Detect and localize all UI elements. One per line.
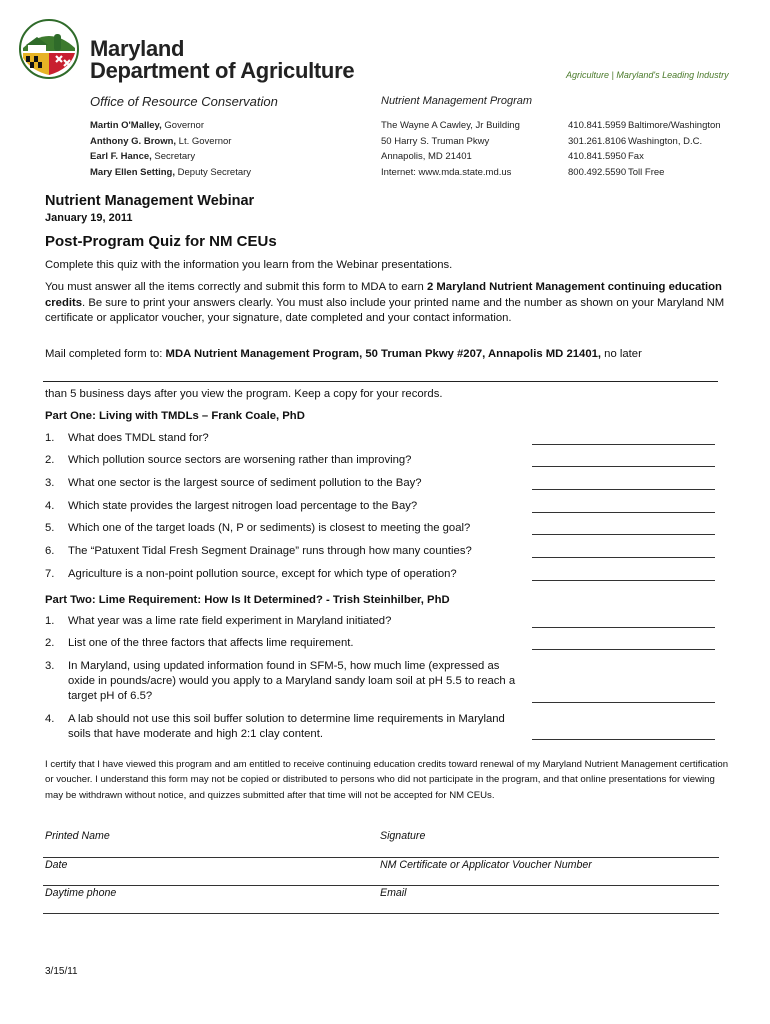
phone-number: 410.841.5950 — [568, 151, 627, 162]
mail-instructions: Mail completed form to: MDA Nutrient Management Program, 50 Truman Pkwy #207, Annapolis MD 21401, no later — [45, 348, 642, 360]
address-line: 50 Harry S. Truman Pkwy — [381, 135, 490, 147]
official-row: Earl F. Hance, Secretary — [90, 151, 196, 162]
answer-blank[interactable] — [532, 534, 715, 535]
address-block — [381, 118, 520, 180]
answer-blank[interactable] — [532, 466, 715, 467]
date-label: Date — [45, 859, 68, 871]
website-line: Internet: www.mda.state.md.us — [381, 166, 512, 178]
phone-number: 410.841.5959 — [568, 120, 627, 131]
answer-blank[interactable] — [532, 627, 715, 628]
question-item: 7. Agriculture is a non-point pollution source, except for which type of operation? — [45, 567, 725, 583]
org-name-line2: Department of Agriculture — [90, 58, 355, 83]
phone-number: 800.492.5590 — [568, 166, 627, 178]
question-item: 3. What one sector is the largest source of sediment pollution to the Bay? — [45, 476, 725, 492]
answer-blank[interactable] — [532, 702, 715, 703]
question-item: 2. Which pollution source sectors are worsening rather than improving? — [45, 453, 725, 469]
question-item: 5. Which one of the target loads (N, P or sediments) is closest to meeting the goal? — [45, 521, 725, 537]
phone-label: Washington, D.C. — [628, 135, 703, 147]
intro-text: Complete this quiz with the information you learn from the Webinar presentations. — [45, 259, 453, 271]
divider-line — [43, 381, 718, 382]
question-item: 6. The “Patuxent Tidal Fresh Segment Drainage” runs through how many counties? — [45, 544, 725, 560]
address-line: The Wayne A Cawley, Jr Building — [381, 120, 520, 131]
document-title: Nutrient Management Webinar — [45, 193, 255, 209]
answer-blank[interactable] — [532, 580, 715, 581]
question-item: 3. In Maryland, using updated information found in SFM-5, how much lime (expressed as oxide in pounds/acre) would you apply to a Maryland sandy loam soil at pH 5.5 to reach a target pH of 6.5? — [45, 659, 725, 705]
official-row: Mary Ellen Setting, Deputy Secretary — [90, 166, 252, 178]
question-item: 4. A lab should not use this soil buffer solution to determine lime requirements in Maryland soils that have moderate and high 2:1 clay content. — [45, 712, 725, 742]
officials-list — [90, 118, 251, 180]
phone-email-line[interactable] — [43, 913, 719, 914]
quiz-title: Post-Program Quiz for NM CEUs — [45, 233, 277, 250]
date-certificate-line[interactable] — [43, 885, 719, 886]
instructions: You must answer all the items correctly and submit this form to MDA to earn 2 Maryland Nutrient Management continuing education credits. Be sure to print your answers clearly. You must also include your printed name and the number as shown on your Maryland NM certificate or applicator voucher, your signature, date completed and your contact information. — [45, 281, 725, 324]
name-signature-line[interactable] — [43, 857, 719, 858]
part-one-heading: Part One: Living with TMDLs – Frank Coale, PhD — [45, 410, 305, 422]
question-item: 2. List one of the three factors that affects lime requirement. — [45, 636, 725, 652]
phone-label: Toll Free — [628, 166, 665, 178]
question-item: 1. What does TMDL stand for? — [45, 431, 725, 447]
revision-date: 3/15/11 — [45, 966, 78, 977]
official-row: Anthony G. Brown, Lt. Governor — [90, 135, 232, 147]
program-name: Nutrient Management Program — [381, 95, 533, 107]
answer-blank[interactable] — [532, 512, 715, 513]
email-label: Email — [380, 887, 407, 899]
mail-instructions-continued: than 5 business days after you view the program. Keep a copy for your records. — [45, 388, 443, 400]
part-two-heading: Part Two: Lime Requirement: How Is It Determined? - Trish Steinhilber, PhD — [45, 594, 450, 606]
answer-blank[interactable] — [532, 444, 715, 445]
signature-label: Signature — [380, 830, 426, 842]
question-item: 1. What year was a lime rate field experiment in Maryland initiated? — [45, 614, 725, 630]
phone-labels — [628, 118, 721, 180]
phone-number: 301.261.8106 — [568, 135, 627, 147]
official-row: Martin O'Malley, Governor — [90, 120, 205, 131]
office-name: Office of Resource Conservation — [90, 94, 278, 109]
certification-statement: I certify that I have viewed this program and am entitled to receive continuing education credits toward renewal of my Maryland Nutrient Management certification or voucher. I understand this form may not be copied or distributed to persons who did not participate in the program, and that online presentations for viewing may be withdrawn without notice, and quizzes submitted after that time will not be accepted for NM CEUs. — [45, 759, 729, 801]
phone-label: Baltimore/Washington — [628, 120, 721, 131]
daytime-phone-label: Daytime phone — [45, 887, 117, 899]
webinar-date: January 19, 2011 — [45, 212, 133, 224]
phone-label: Fax — [628, 151, 644, 162]
address-line: Annapolis, MD 21401 — [381, 151, 472, 162]
answer-blank[interactable] — [532, 739, 715, 740]
question-item: 4. Which state provides the largest nitrogen load percentage to the Bay? — [45, 499, 725, 515]
answer-blank[interactable] — [532, 649, 715, 650]
phone-numbers — [568, 118, 626, 180]
org-tagline: Agriculture | Maryland's Leading Industry — [566, 70, 729, 80]
org-name-line1: Maryland — [90, 36, 185, 61]
answer-blank[interactable] — [532, 557, 715, 558]
certificate-number-label: NM Certificate or Applicator Voucher Number — [380, 859, 592, 871]
mda-logo — [18, 18, 80, 80]
answer-blank[interactable] — [532, 489, 715, 490]
printed-name-label: Printed Name — [45, 830, 110, 842]
